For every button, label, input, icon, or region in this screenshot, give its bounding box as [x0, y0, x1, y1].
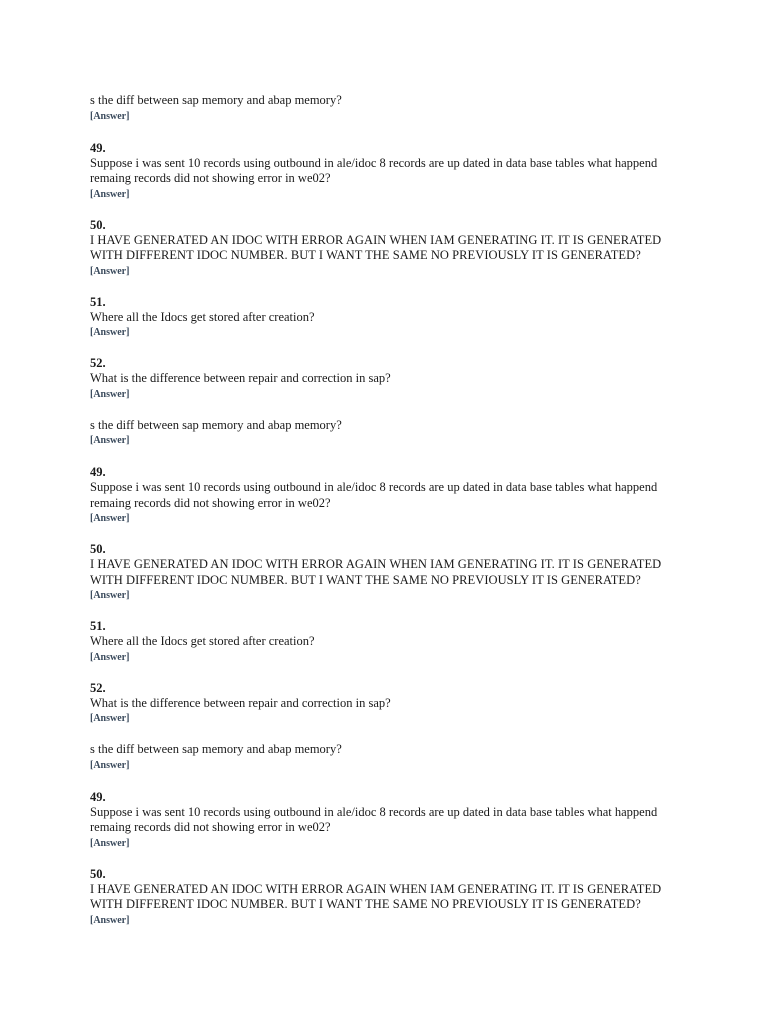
question-text: I HAVE GENERATED AN IDOC WITH ERROR AGAIN WHEN IAM GENERATING IT. IT IS GENERATED WITH DIFFERENT IDOC NUMBER. BUT I WANT THE SAME NO PREVIOUSLY IT IS GENERATED? [90, 557, 662, 587]
answer-link[interactable]: [Answer] [90, 590, 130, 601]
question-text: s the diff between sap memory and abap memory? [90, 417, 342, 432]
question-number: 49. [90, 140, 106, 155]
question-text: Suppose i was sent 10 records using outbound in ale/idoc 8 records are up dated in data base tables what happend remaing records did not showing error in we02? [90, 480, 658, 510]
answer-link[interactable]: [Answer] [90, 513, 130, 524]
question-number: 51. [90, 294, 106, 309]
question-item [90, 681, 670, 727]
question-item [90, 141, 670, 202]
question-item [90, 465, 670, 526]
answer-link[interactable]: [Answer] [90, 435, 130, 446]
question-text: Suppose i was sent 10 records using outbound in ale/idoc 8 records are up dated in data base tables what happend remaing records did not showing error in we02? [90, 155, 658, 185]
question-number: 50. [90, 866, 106, 881]
answer-link[interactable]: [Answer] [90, 388, 130, 400]
question-text: s the diff between sap memory and abap memory? [90, 742, 342, 756]
question-item [90, 93, 670, 124]
question-item [90, 356, 670, 402]
question-text: What is the difference between repair and correction in sap? [90, 695, 391, 710]
question-item [90, 218, 670, 279]
question-item [90, 418, 670, 449]
question-item [90, 742, 670, 773]
question-number: 49. [90, 789, 106, 804]
question-item [90, 295, 670, 341]
question-item [90, 542, 670, 603]
question-text: I HAVE GENERATED AN IDOC WITH ERROR AGAIN WHEN IAM GENERATING IT. IT IS GENERATED WITH DIFFERENT IDOC NUMBER. BUT I WANT THE SAME NO PREVIOUSLY IT IS GENERATED? [90, 232, 662, 262]
answer-link[interactable]: [Answer] [90, 914, 130, 926]
question-number: 50. [90, 542, 106, 556]
question-number: 52. [90, 356, 106, 370]
answer-link[interactable]: [Answer] [90, 651, 130, 663]
question-number: 49. [90, 465, 106, 479]
answer-link[interactable]: [Answer] [90, 713, 130, 724]
answer-link[interactable]: [Answer] [90, 110, 130, 122]
question-text: I HAVE GENERATED AN IDOC WITH ERROR AGAIN WHEN IAM GENERATING IT. IT IS GENERATED WITH DIFFERENT IDOC NUMBER. BUT I WANT THE SAME NO PREVIOUSLY IT IS GENERATED? [90, 881, 662, 911]
question-item [90, 867, 670, 928]
question-list [90, 93, 670, 944]
answer-link[interactable]: [Answer] [90, 265, 130, 277]
question-number: 50. [90, 217, 106, 232]
question-item [90, 790, 670, 851]
question-text: Suppose i was sent 10 records using outbound in ale/idoc 8 records are up dated in data base tables what happend remaing records did not showing error in we02? [90, 804, 658, 834]
answer-link[interactable]: [Answer] [90, 188, 130, 200]
question-text: What is the difference between repair and correction in sap? [90, 371, 391, 385]
question-number: 51. [90, 619, 106, 633]
question-text: Where all the Idocs get stored after creation? [90, 634, 315, 648]
question-item [90, 619, 670, 665]
question-text: Where all the Idocs get stored after creation? [90, 309, 315, 324]
answer-link[interactable]: [Answer] [90, 759, 130, 771]
question-number: 52. [90, 680, 106, 695]
question-text: s the diff between sap memory and abap memory? [90, 93, 342, 107]
answer-link[interactable]: [Answer] [90, 327, 130, 338]
answer-link[interactable]: [Answer] [90, 837, 130, 849]
